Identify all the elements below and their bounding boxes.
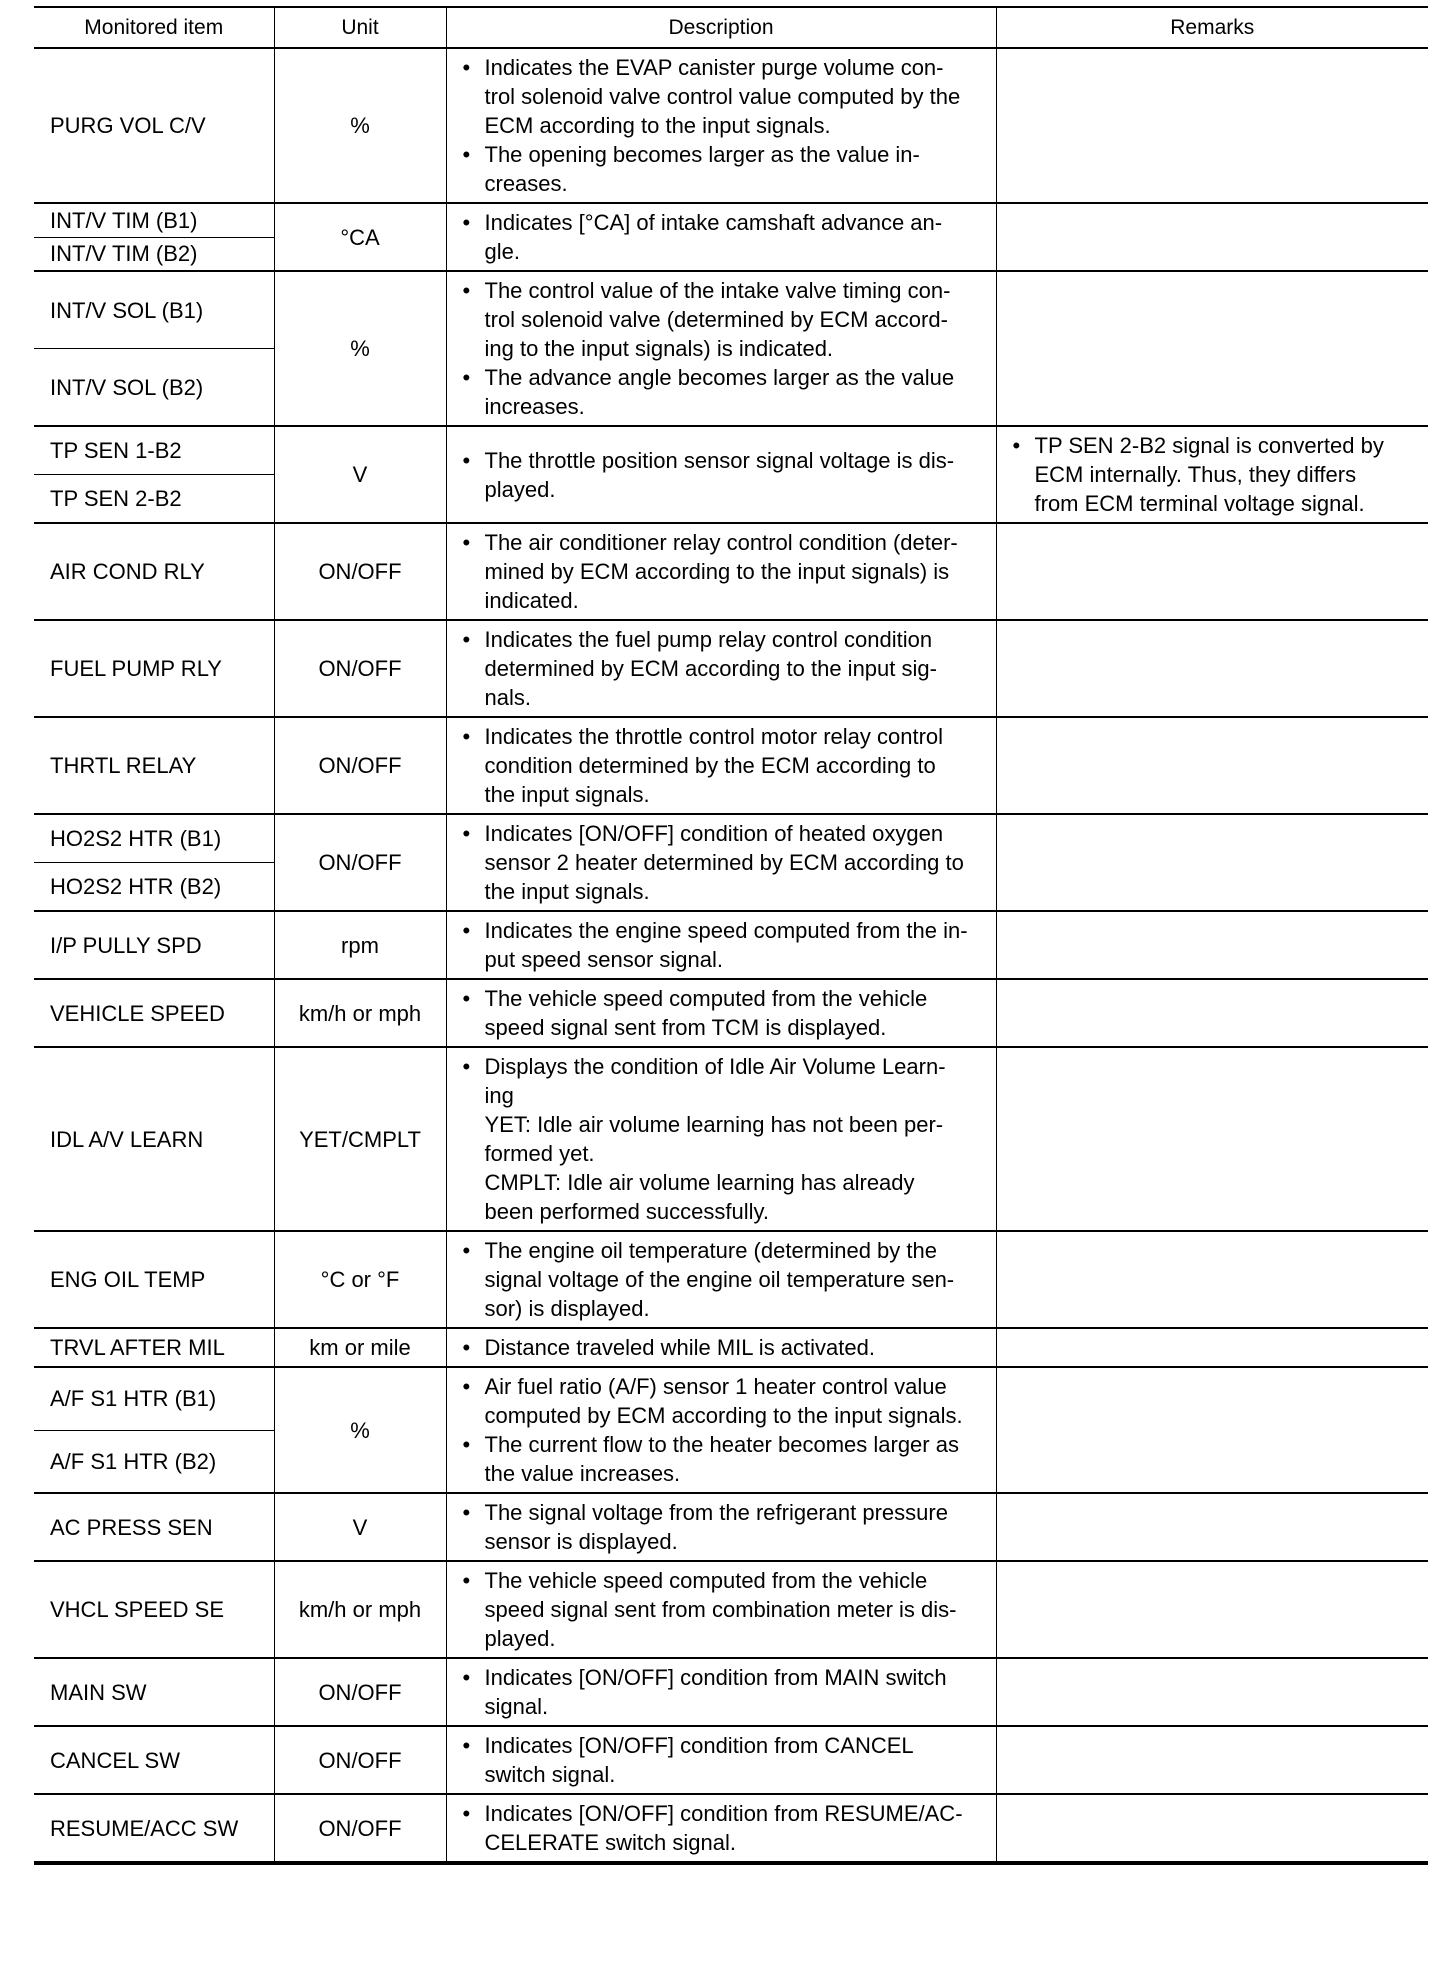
monitored-item: INT/V TIM (B1) [34, 203, 274, 237]
monitored-item: ENG OIL TEMP [34, 1231, 274, 1328]
remarks-cell [996, 1231, 1428, 1328]
description-bullet: • The current flow to the heater becomes larger as the value increases. [461, 1430, 988, 1488]
remarks-cell [996, 1367, 1428, 1493]
monitored-item: HO2S2 HTR (B2) [34, 863, 274, 912]
header-remarks: Remarks [996, 7, 1428, 48]
description-bullet: • Indicates the fuel pump relay control condition determined by ECM according to the input sig- nals. [461, 625, 988, 712]
table-row [34, 1561, 1428, 1658]
description-bullet: • Distance traveled while MIL is activated. [461, 1333, 988, 1362]
table-row [34, 1493, 1428, 1561]
remarks-bullet-list [1011, 431, 1421, 518]
unit-cell: ON/OFF [274, 717, 446, 814]
description-cell [446, 717, 996, 814]
monitored-item: PURG VOL C/V [34, 48, 274, 203]
remarks-cell [996, 620, 1428, 717]
unit-cell: V [274, 1493, 446, 1561]
description-bullet-list [461, 53, 988, 198]
monitored-item: CANCEL SW [34, 1726, 274, 1794]
table-row [34, 717, 1428, 814]
unit-cell: ON/OFF [274, 523, 446, 620]
description-cell [446, 1794, 996, 1863]
description-bullet: • The vehicle speed computed from the vehicle speed signal sent from TCM is displayed. [461, 984, 988, 1042]
table-row [34, 979, 1428, 1047]
table-row [34, 911, 1428, 979]
unit-cell: km/h or mph [274, 1561, 446, 1658]
description-cell [446, 1493, 996, 1561]
description-bullet-list [461, 1799, 988, 1857]
remarks-cell [996, 911, 1428, 979]
description-bullet: • The advance angle becomes larger as the value increases. [461, 363, 988, 421]
table-row [34, 1047, 1428, 1231]
description-bullet-list [461, 1498, 988, 1556]
description-bullet: • Displays the condition of Idle Air Volume Learn- ing YET: Idle air volume learning has not been per- formed yet. CMPLT: Idle air volume learning has already been performed successfully. [461, 1052, 988, 1226]
description-cell [446, 620, 996, 717]
description-bullet: • Indicates the engine speed computed from the in- put speed sensor signal. [461, 916, 988, 974]
table-row [34, 271, 1428, 349]
description-bullet-list [461, 1372, 988, 1488]
description-bullet-list [461, 1333, 988, 1362]
description-bullet-list [461, 1236, 988, 1323]
monitored-item: THRTL RELAY [34, 717, 274, 814]
table-row [34, 426, 1428, 475]
unit-cell: ON/OFF [274, 1726, 446, 1794]
monitored-item: RESUME/ACC SW [34, 1794, 274, 1863]
description-bullet-list [461, 446, 988, 504]
remarks-cell [996, 717, 1428, 814]
description-cell [446, 1231, 996, 1328]
monitored-item: A/F S1 HTR (B1) [34, 1367, 274, 1430]
table-row [34, 1794, 1428, 1863]
remarks-cell [996, 814, 1428, 911]
unit-cell: ON/OFF [274, 1658, 446, 1726]
description-bullet: • The engine oil temperature (determined by the signal voltage of the engine oil temperature sen- sor) is displayed. [461, 1236, 988, 1323]
table-row [34, 620, 1428, 717]
monitored-item: HO2S2 HTR (B1) [34, 814, 274, 863]
monitored-item: AIR COND RLY [34, 523, 274, 620]
description-cell [446, 814, 996, 911]
monitor-item-table [34, 6, 1428, 1865]
description-bullet: • Indicates the throttle control motor relay control condition determined by the ECM according to the input signals. [461, 722, 988, 809]
unit-cell: YET/CMPLT [274, 1047, 446, 1231]
description-bullet-list [461, 916, 988, 974]
table-row [34, 203, 1428, 237]
description-bullet-list [461, 625, 988, 712]
remarks-cell [996, 1726, 1428, 1794]
description-bullet: • The opening becomes larger as the value in- creases. [461, 140, 988, 198]
monitored-item: A/F S1 HTR (B2) [34, 1430, 274, 1493]
unit-cell: rpm [274, 911, 446, 979]
unit-cell: km/h or mph [274, 979, 446, 1047]
description-cell [446, 271, 996, 426]
monitored-item: IDL A/V LEARN [34, 1047, 274, 1231]
table-row [34, 48, 1428, 203]
description-cell [446, 1328, 996, 1367]
unit-cell: ON/OFF [274, 1794, 446, 1863]
table-row [34, 1367, 1428, 1430]
header-unit: Unit [274, 7, 446, 48]
description-bullet-list [461, 276, 988, 421]
unit-cell: ON/OFF [274, 620, 446, 717]
monitored-item: TRVL AFTER MIL [34, 1328, 274, 1367]
unit-cell: ON/OFF [274, 814, 446, 911]
table-row [34, 1726, 1428, 1794]
description-bullet: • The vehicle speed computed from the vehicle speed signal sent from combination meter is dis- played. [461, 1566, 988, 1653]
remarks-cell [996, 426, 1428, 523]
header-monitored-item: Monitored item [34, 7, 274, 48]
description-cell [446, 1658, 996, 1726]
monitored-item: VEHICLE SPEED [34, 979, 274, 1047]
description-cell [446, 203, 996, 271]
monitored-item: MAIN SW [34, 1658, 274, 1726]
table-row [34, 1328, 1428, 1367]
description-bullet-list [461, 1663, 988, 1721]
description-cell [446, 1726, 996, 1794]
unit-cell: % [274, 1367, 446, 1493]
remarks-cell [996, 1047, 1428, 1231]
description-cell [446, 911, 996, 979]
description-cell [446, 979, 996, 1047]
monitored-item: FUEL PUMP RLY [34, 620, 274, 717]
description-bullet-list [461, 1052, 988, 1226]
description-cell [446, 1367, 996, 1493]
monitored-item: INT/V SOL (B1) [34, 271, 274, 349]
description-bullet: • Indicates [ON/OFF] condition from CANCEL switch signal. [461, 1731, 988, 1789]
monitored-item: INT/V TIM (B2) [34, 237, 274, 271]
unit-cell: °C or °F [274, 1231, 446, 1328]
monitored-item: AC PRESS SEN [34, 1493, 274, 1561]
unit-cell: % [274, 48, 446, 203]
description-cell [446, 1047, 996, 1231]
description-bullet-list [461, 1566, 988, 1653]
description-bullet: • Air fuel ratio (A/F) sensor 1 heater control value computed by ECM according to the input signals. [461, 1372, 988, 1430]
remarks-cell [996, 1658, 1428, 1726]
monitored-item: TP SEN 2-B2 [34, 475, 274, 524]
remarks-cell [996, 271, 1428, 426]
remarks-cell [996, 1328, 1428, 1367]
header-description: Description [446, 7, 996, 48]
monitored-item: TP SEN 1-B2 [34, 426, 274, 475]
monitored-item: I/P PULLY SPD [34, 911, 274, 979]
table-body [34, 48, 1428, 1863]
remarks-cell [996, 1493, 1428, 1561]
description-cell [446, 1561, 996, 1658]
description-bullet: • Indicates [°CA] of intake camshaft advance an- gle. [461, 208, 988, 266]
description-bullet: • Indicates [ON/OFF] condition from RESUME/AC- CELERATE switch signal. [461, 1799, 988, 1857]
unit-cell: % [274, 271, 446, 426]
description-bullet: • The throttle position sensor signal voltage is dis- played. [461, 446, 988, 504]
description-bullet: • The control value of the intake valve timing con- trol solenoid valve (determined by ECM accord- ing to the input signals) is indicated. [461, 276, 988, 363]
description-bullet: • The air conditioner relay control condition (deter- mined by ECM according to the input signals) is indicated. [461, 528, 988, 615]
remarks-cell [996, 1794, 1428, 1863]
description-cell [446, 48, 996, 203]
description-cell [446, 426, 996, 523]
description-bullet: • Indicates [ON/OFF] condition of heated oxygen sensor 2 heater determined by ECM according to the input signals. [461, 819, 988, 906]
header-row [34, 7, 1428, 48]
remarks-cell [996, 979, 1428, 1047]
remarks-cell [996, 1561, 1428, 1658]
remarks-cell [996, 523, 1428, 620]
unit-cell: °CA [274, 203, 446, 271]
description-bullet: • Indicates the EVAP canister purge volume con- trol solenoid valve control value computed by the ECM according to the input signals. [461, 53, 988, 140]
table-row [34, 1658, 1428, 1726]
description-bullet-list [461, 528, 988, 615]
table-row [34, 523, 1428, 620]
description-bullet: • The signal voltage from the refrigerant pressure sensor is displayed. [461, 1498, 988, 1556]
monitored-item: VHCL SPEED SE [34, 1561, 274, 1658]
description-bullet: • Indicates [ON/OFF] condition from MAIN switch signal. [461, 1663, 988, 1721]
monitored-item: INT/V SOL (B2) [34, 349, 274, 427]
remarks-cell [996, 203, 1428, 271]
unit-cell: V [274, 426, 446, 523]
description-bullet-list [461, 819, 988, 906]
description-bullet-list [461, 984, 988, 1042]
description-bullet-list [461, 722, 988, 809]
description-bullet-list [461, 1731, 988, 1789]
unit-cell: km or mile [274, 1328, 446, 1367]
description-bullet-list [461, 208, 988, 266]
table-row [34, 1231, 1428, 1328]
table-row [34, 814, 1428, 863]
remarks-bullet: • TP SEN 2-B2 signal is converted by ECM internally. Thus, they differs from ECM terminal voltage signal. [1011, 431, 1421, 518]
remarks-cell [996, 48, 1428, 203]
description-cell [446, 523, 996, 620]
